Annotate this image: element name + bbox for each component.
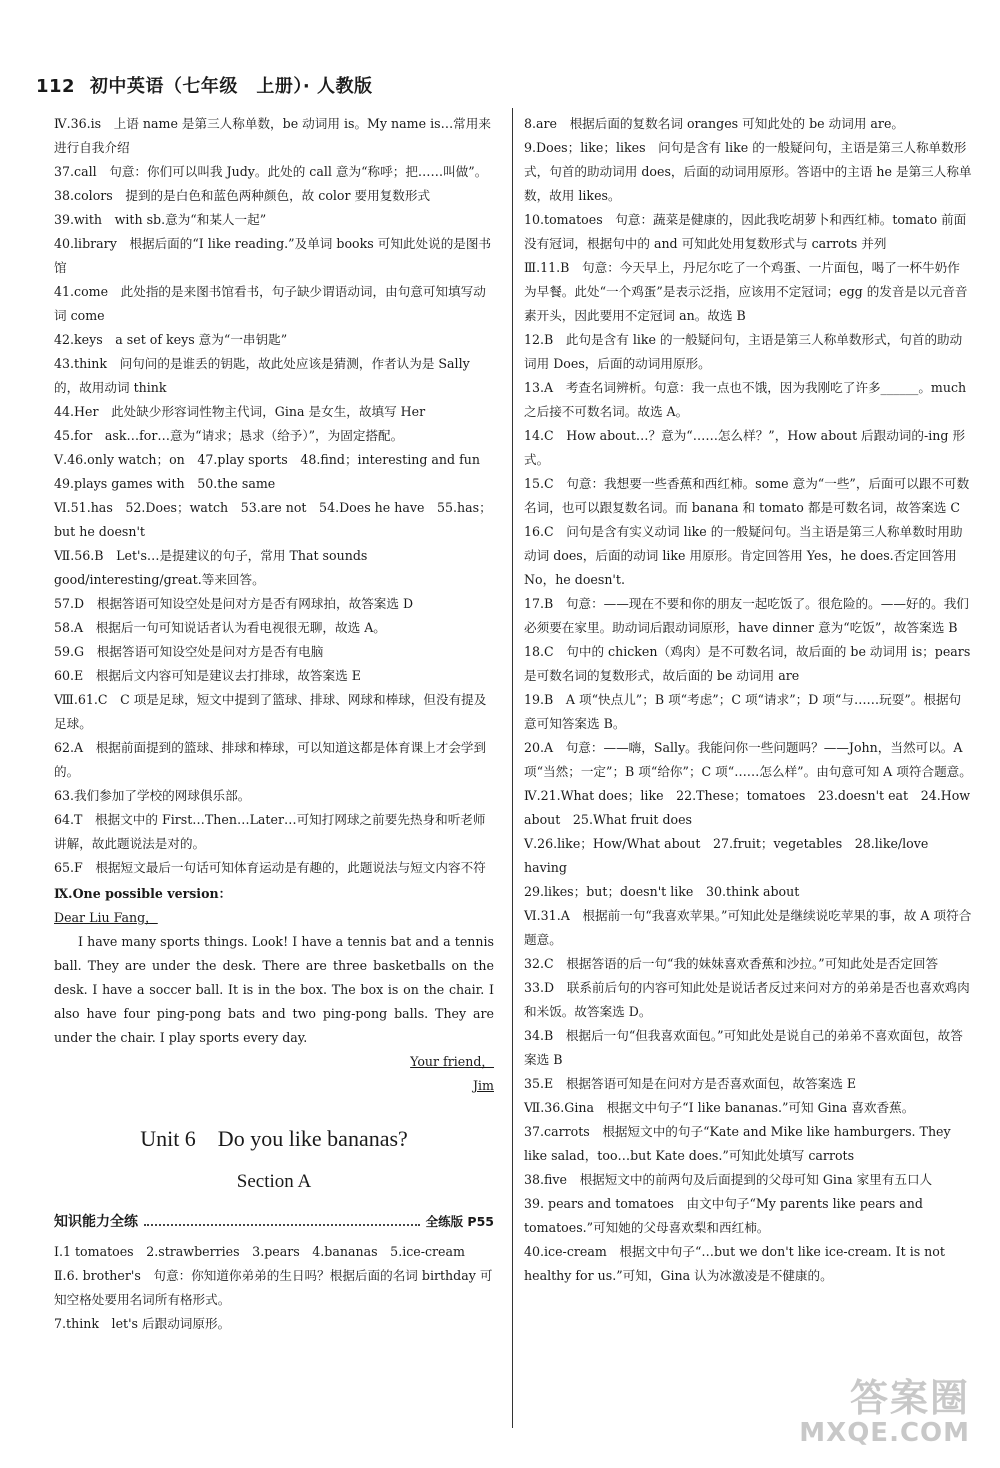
- answer-item: 37.call 句意：你们可以叫我 Judy。此处的 call 意为“称呼；把……叫做”。: [54, 164, 488, 179]
- answer-item: 10.tomatoes 句意：蔬菜是健康的，因此我吃胡萝卜和西红柿。tomato 前面没有冠词，根据句中的 and 可知此处用复数形式与 carrots 并列: [524, 212, 967, 251]
- answer-item: Ⅵ.31.A 根据前一句“我喜欢苹果。”可知此处是继续说吃苹果的事，故 A 项符合题意。: [524, 908, 972, 947]
- book-title: 初中英语（七年级 上册）· 人教版: [89, 76, 373, 97]
- drill-banner: [54, 1210, 494, 1234]
- answer-item: 38.colors 提到的是白色和蓝色两种颜色，故 color 要用复数形式: [54, 188, 431, 203]
- answer-item: 58.A 根据后一句可知说话者认为看电视很无聊，故选 A。: [54, 620, 386, 635]
- answer-item: 33.D 联系前后句的内容可知此处是说话者反过来问对方的弟弟是否也喜欢鸡肉和米饭。故答案选 D。: [524, 980, 970, 1019]
- answer-item: Ⅲ.11.B 句意：今天早上，丹尼尔吃了一个鸡蛋、一片面包，喝了一杯牛奶作为早餐。此处“一个鸡蛋”是表示泛指，应该用不定冠词；egg 的发音是以元音音素开头，因此要用不定冠词 an。故选 B: [524, 260, 968, 323]
- answer-item: 45.for ask…for…意为“请求；恳求（给予）”，为固定搭配。: [54, 428, 404, 443]
- answer-item: 19.B A 项“快点儿”；B 项“考虑”；C 项“请求”；D 项“与……玩耍”。根据句意可知答案选 B。: [524, 692, 962, 731]
- answer-item: 7.think let's 后跟动词原形。: [54, 1316, 231, 1331]
- answer-item: 57.D 根据答语可知设空处是问对方是否有网球拍，故答案选 D: [54, 596, 414, 611]
- answer-item: 9.Does；like；likes 问句是含有 like 的一般疑问句，主语是第三人称单数形式，句首的助动词用 does，后面的动词用原形。答语中的主语 he 是第三人称单数，故用 likes。: [524, 140, 972, 203]
- answer-item: 14.C How about…？意为“……怎么样？”，How about 后跟动词的-ing 形式。: [524, 428, 966, 467]
- page-header: [36, 72, 372, 98]
- answer-item: 64.T 根据文中的 First…Then…Later…可知打网球之前要先热身和听老师讲解，故此题说法是对的。: [54, 812, 486, 851]
- answer-item: 16.C 问句是含有实义动词 like 的一般疑问句。当主语是第三人称单数时用助动词 does，后面的动词 like 用原形。肯定回答用 Yes，he does.否定回答用 No，he doesn't.: [524, 524, 963, 587]
- dotted-leader: [144, 1224, 420, 1226]
- answer-item: 60.E 根据后文内容可知是建议去打排球，故答案选 E: [54, 668, 361, 683]
- left-column: [54, 112, 494, 1336]
- answer-item: 37.carrots 根据短文中的句子“Kate and Mike like hamburgers. They like salad，too…but Kate does.”可知此处填写 carrots: [524, 1124, 951, 1163]
- letter-body: I have many sports things. Look! I have a tennis bat and a tennis ball. They are under the desk. There are three basketballs on the desk. I have a soccer ball. It is in the box. The box is on the chair. I also have four ping-pong bats and two ping-pong balls. They are under the chair. I play sports every day.: [54, 934, 494, 1045]
- answer-item: Ⅰ.1 tomatoes 2.strawberries 3.pears 4.bananas 5.ice-cream: [54, 1244, 465, 1259]
- answer-item: 13.A 考查名词辨析。句意：我一点也不饿，因为我刚吃了许多______。much 之后接不可数名词。故选 A。: [524, 380, 967, 419]
- answer-item: Ⅳ.36.is 上语 name 是第三人称单数，be 动词用 is。My name is…常用来进行自我介绍: [54, 116, 491, 155]
- drill-page-ref: 全练版 P55: [425, 1214, 494, 1229]
- answer-item: Ⅱ.6. brother's 句意：你知道你弟弟的生日吗？根据后面的名词 birthday 可知空格处要用名词所有格形式。: [54, 1268, 493, 1307]
- answer-item: 42.keys a set of keys 意为“一串钥匙”: [54, 332, 288, 347]
- answer-item: 12.B 此句是含有 like 的一般疑问句，主语是第三人称单数形式，句首的助动词用 Does，后面的动词用原形。: [524, 332, 963, 371]
- section-title: Section A: [236, 1171, 312, 1192]
- answer-item: 63.我们参加了学校的网球俱乐部。: [54, 788, 251, 803]
- watermark: [799, 1375, 970, 1449]
- answer-item: 18.C 句中的 chicken（鸡肉）是不可数名词，故后面的 be 动词用 is；pears 是可数名词的复数形式，故后面的 be 动词用 are: [524, 644, 971, 683]
- answer-item: 39.with with sb.意为“和某人一起”: [54, 212, 267, 227]
- right-column: [524, 112, 972, 1288]
- letter-closing: Your friend，: [410, 1054, 494, 1069]
- answer-item: 43.think 问句问的是谁丢的钥匙，故此处应该是猜测，作者认为是 Sally 的，故用动词 think: [54, 356, 470, 395]
- answer-item: Ⅵ.51.has 52.Does；watch 53.are not 54.Does he have 55.has；but he doesn't: [54, 500, 492, 539]
- answer-item: 40.ice-cream 根据文中句子“…but we don't like ice-cream. It is not healthy for us.”可知，Gina 认为冰激凌是不健康的。: [524, 1244, 945, 1283]
- answer-item: 44.Her 此处缺少形容词性物主代词，Gina 是女生，故填写 Her: [54, 404, 426, 419]
- answer-item: 29.likes；but；doesn't like 30.think about: [524, 884, 800, 899]
- answer-item: 59.G 根据答语可知设空处是问对方是否有电脑: [54, 644, 324, 659]
- drill-label: 知识能力全练: [54, 1214, 138, 1230]
- letter-greeting: Dear Liu Fang，: [54, 910, 158, 925]
- column-divider: [512, 108, 513, 1428]
- answer-item: Ⅴ.26.like；How/What about 27.fruit；vegetables 28.like/love having: [524, 836, 929, 875]
- answer-item: 8.are 根据后面的复数名词 oranges 可知此处的 be 动词用 are。: [524, 116, 904, 131]
- answer-item: 17.B 句意：——现在不要和你的朋友一起吃饭了。很危险的。——好的。我们必须要在家里。助动词后跟动词原形，have dinner 意为“吃饭”，故答案选 B: [524, 596, 969, 635]
- watermark-url: MXQE.COM: [799, 1418, 970, 1449]
- left-answers: [54, 112, 494, 880]
- answer-item: Ⅳ.21.What does；like 22.These；tomatoes 23.doesn't eat 24.How about 25.What fruit does: [524, 788, 971, 827]
- answer-item: 15.C 句意：我想要一些香蕉和西红柿。some 意为“一些”，后面可以跟不可数名词，也可以跟复数名词。而 banana 和 tomato 都是可数名词，故答案选 C: [524, 476, 970, 515]
- answer-item: 34.B 根据后一句“但我喜欢面包。”可知此处是说自己的弟弟不喜欢面包，故答案选 B: [524, 1028, 963, 1067]
- watermark-logo-text: 答案圈: [849, 1375, 970, 1420]
- answer-item: Ⅶ.56.B Let's…是提建议的句子，常用 That sounds good/interesting/great.等来回答。: [54, 548, 368, 587]
- page-number: 112: [36, 76, 76, 97]
- answer-item: 65.F 根据短文最后一句话可知体育运动是有趣的，此题说法与短文内容不符: [54, 860, 486, 875]
- answer-item: 32.C 根据答语的后一句“我的妹妹喜欢香蕉和沙拉。”可知此处是否定回答: [524, 956, 939, 971]
- answer-item: 62.A 根据前面提到的篮球、排球和棒球，可以知道这都是体育课上才会学到的。: [54, 740, 487, 779]
- answer-item: Ⅴ.46.only watch；on 47.play sports 48.find；interesting and fun 49.plays games with 50.the same: [54, 452, 493, 491]
- right-answers: [524, 112, 972, 1288]
- writing-heading: Ⅸ.One possible version：: [54, 886, 232, 901]
- letter-signature: Jim: [472, 1078, 494, 1093]
- answer-item: 41.come 此处指的是来图书馆看书，句子缺少谓语动词，由句意可知填写动词 come: [54, 284, 486, 323]
- answer-item: Ⅶ.36.Gina 根据文中句子“I like bananas.”可知 Gina 喜欢香蕉。: [524, 1100, 915, 1115]
- answer-item: 40.library 根据后面的“I like reading.”及单词 books 可知此处说的是图书馆: [54, 236, 492, 275]
- answer-item: 38.five 根据短文中的前两句及后面提到的父母可知 Gina 家里有五口人: [524, 1172, 933, 1187]
- unit-title: Unit 6 Do you like bananas?: [140, 1126, 408, 1151]
- answer-item: Ⅷ.61.C C 项是足球，短文中提到了篮球、排球、网球和棒球，但没有提及足球。: [54, 692, 487, 731]
- answer-item: 39. pears and tomatoes 由文中句子“My parents like pears and tomatoes.”可知她的父母喜欢梨和西红柿。: [524, 1196, 923, 1235]
- left-after-answers: [54, 1240, 494, 1336]
- answer-item: 35.E 根据答语可知是在问对方是否喜欢面包，故答案选 E: [524, 1076, 857, 1091]
- answer-item: 20.A 句意：——嗨，Sally。我能问你一些问题吗？——John，当然可以。A 项“当然；一定”；B 项“给你”；C 项“……怎么样”。由句意可知 A 项符合题意。: [524, 740, 972, 779]
